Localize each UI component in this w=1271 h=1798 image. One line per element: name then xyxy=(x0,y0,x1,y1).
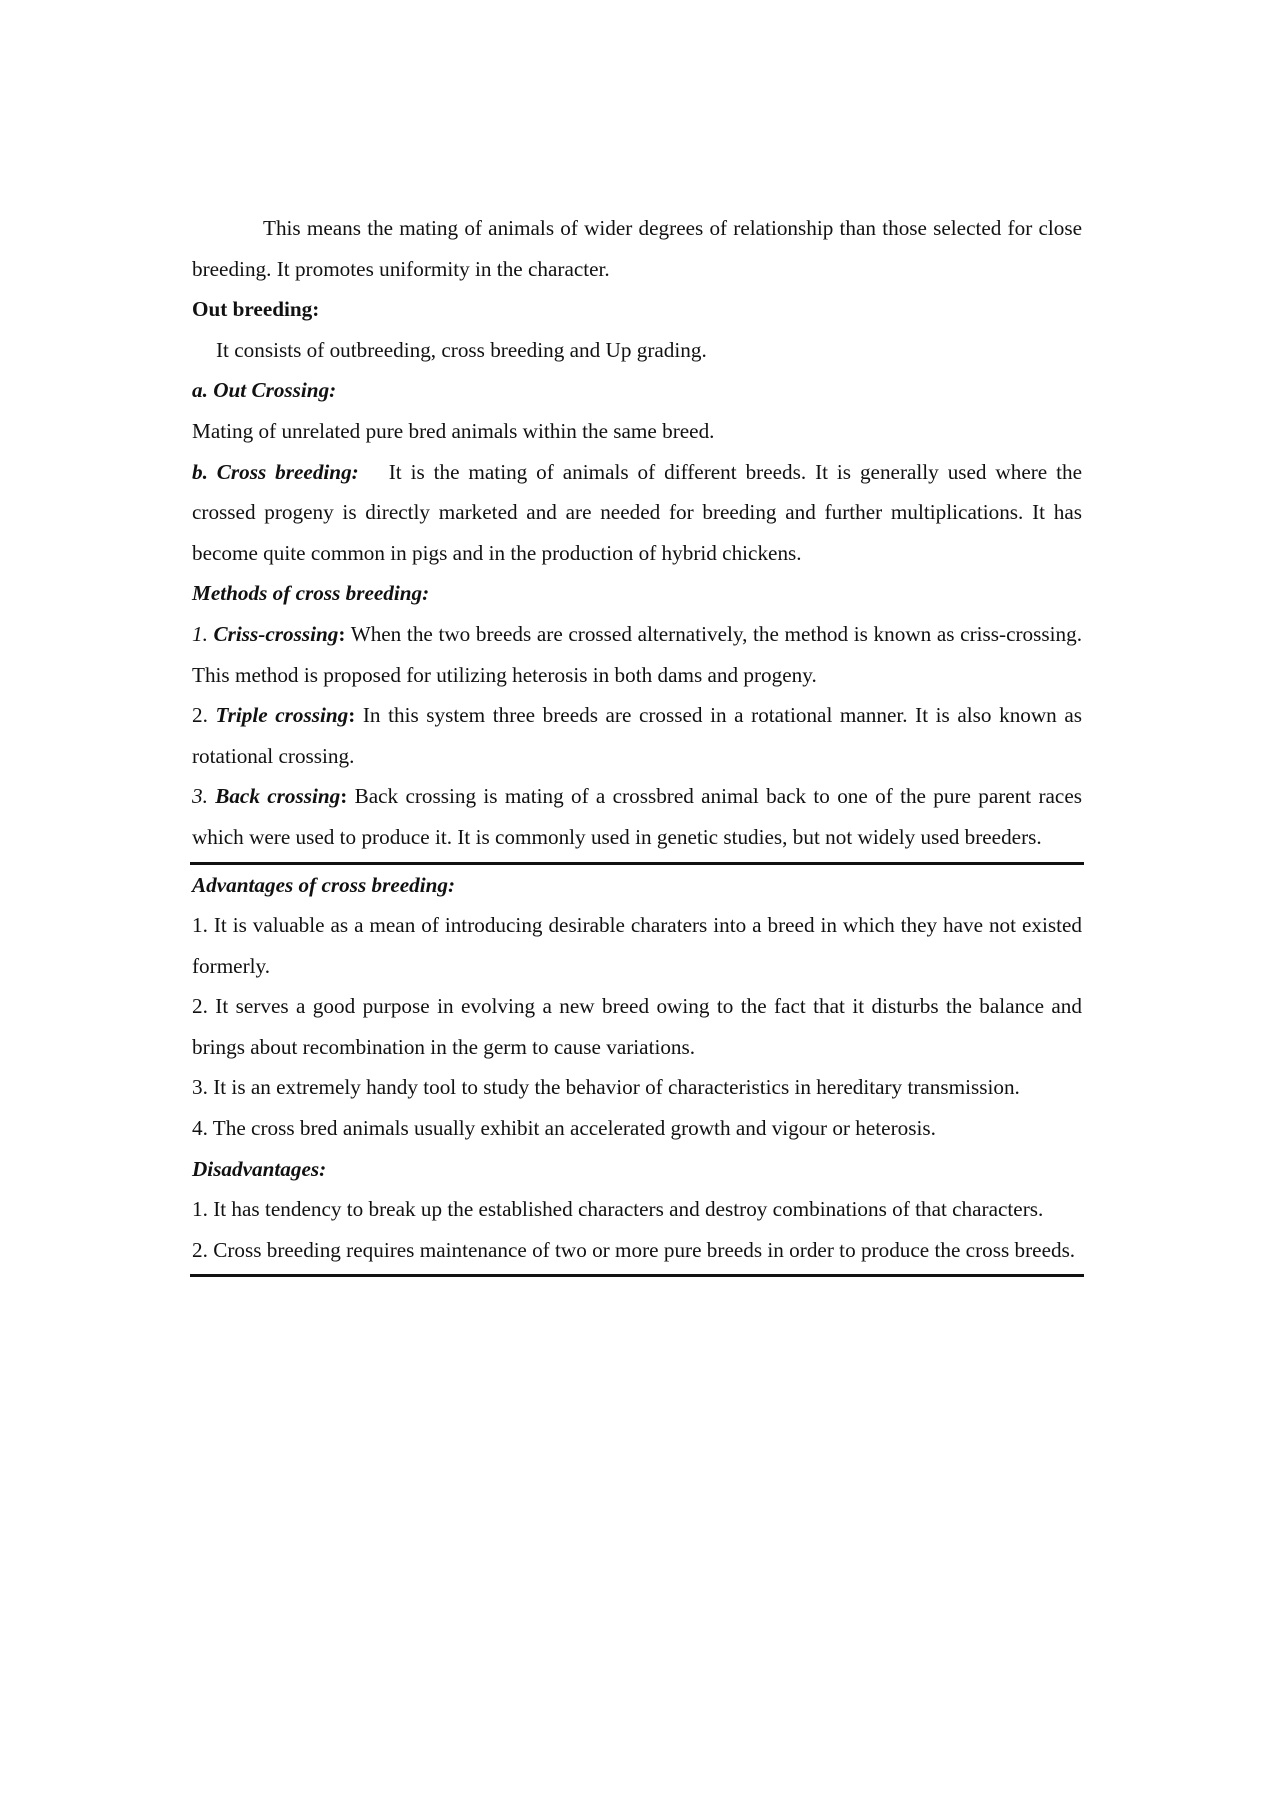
advantage-item: 4. The cross bred animals usually exhibit an accelerated growth and vigour or heterosis. xyxy=(192,1116,936,1141)
cross-breeding-text: It is the mating of animals of different breeds. It is generally used where the crossed progeny is directly marketed and are needed for breeding and further multiplications. It has become quite common in pigs and in the production of hybrid chickens. xyxy=(192,459,1082,565)
document-page xyxy=(192,208,1082,1277)
method-number: 1. xyxy=(192,621,208,646)
methods-heading: Methods of cross breeding: xyxy=(192,581,430,606)
method-number: 2. xyxy=(192,703,208,728)
method-text: Back crossing is mating of a crossbred animal back to one of the pure parent races which were used to produce it. It is commonly used in genetic studies, but not widely used breeders. xyxy=(192,784,1082,849)
cross-breeding-heading: b. Cross breeding: xyxy=(192,459,359,484)
advantage-item: 3. It is an extremely handy tool to study the behavior of characteristics in hereditary transmission. xyxy=(192,1075,1020,1100)
method-text: In this system three breeds are crossed in a rotational manner. It is also known as rotational crossing. xyxy=(192,703,1083,768)
method-item xyxy=(192,695,1082,776)
out-crossing-text: Mating of unrelated pure bred animals within the same breed. xyxy=(192,418,715,443)
disadvantage-item: 1. It has tendency to break up the established characters and destroy combinations of that characters. xyxy=(192,1197,1044,1222)
advantage-item: 2. It serves a good purpose in evolving a new breed owing to the fact that it disturbs the balance and brings about recombination in the germ to cause variations. xyxy=(192,994,1082,1059)
advantages-heading: Advantages of cross breeding: xyxy=(192,872,456,897)
method-term: Criss-crossing xyxy=(213,621,339,646)
method-colon: : xyxy=(348,703,356,728)
out-crossing-heading: a. Out Crossing: xyxy=(192,378,337,403)
disadvantages-heading: Disadvantages: xyxy=(192,1156,327,1181)
advantage-item: 1. It is valuable as a mean of introducing desirable charaters into a breed in which they have not existed formerly. xyxy=(192,913,1082,978)
cross-breeding-paragraph xyxy=(192,452,1082,574)
out-breeding-text: It consists of outbreeding, cross breeding and Up grading. xyxy=(216,337,707,362)
method-item xyxy=(192,776,1082,857)
disadvantage-item: 2. Cross breeding requires maintenance of two or more pure breeds in order to produce the cross breeds. xyxy=(192,1237,1076,1262)
method-number: 3. xyxy=(192,784,208,809)
out-breeding-heading: Out breeding: xyxy=(192,297,320,322)
intro-paragraph: This means the mating of animals of wider degrees of relationship than those selected for close breeding. It promotes uniformity in the character. xyxy=(192,216,1082,281)
method-colon: : xyxy=(340,784,348,809)
section-divider-bottom xyxy=(190,1274,1084,1277)
method-text: When the two breeds are crossed alternatively, the method is known as criss-crossing. This method is proposed for utilizing heterosis in both dams and progeny. xyxy=(192,621,1082,687)
method-colon: : xyxy=(338,621,346,646)
method-item xyxy=(192,614,1082,695)
method-term: Triple crossing xyxy=(215,703,349,728)
method-term: Back crossing xyxy=(215,784,341,809)
